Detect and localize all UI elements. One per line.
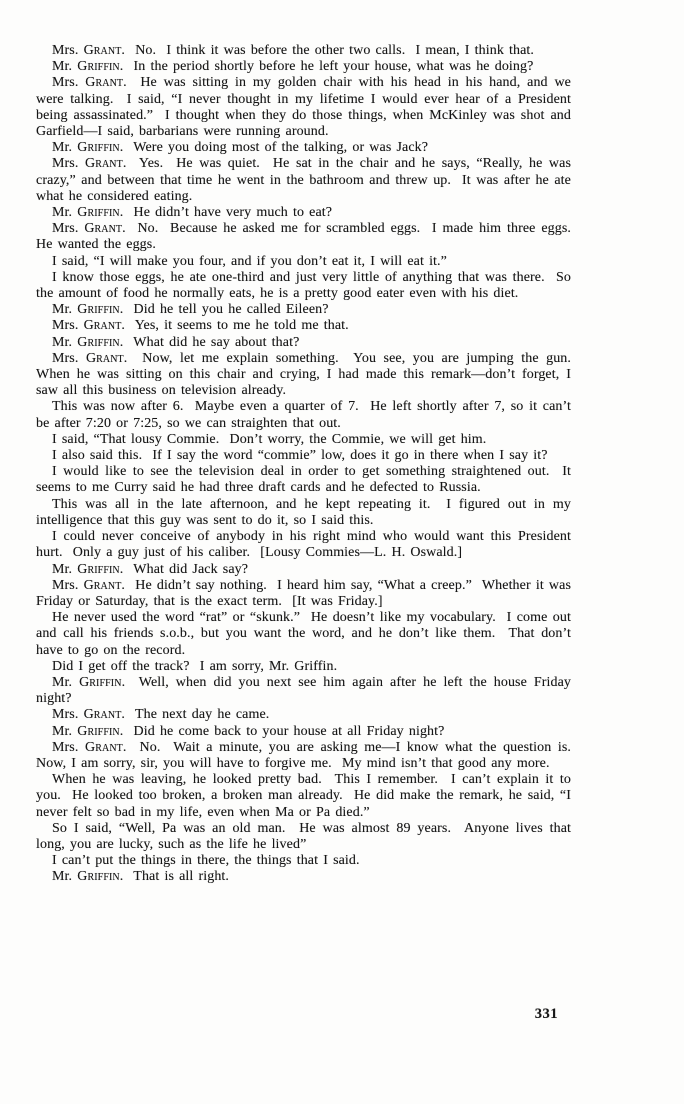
speaker-title: Mr. bbox=[52, 302, 73, 318]
speaker-title: Mrs. bbox=[52, 43, 79, 58]
speaker-name: Grant. bbox=[83, 318, 126, 334]
speaker-name: Grant. bbox=[83, 707, 126, 723]
transcript-paragraph bbox=[36, 350, 582, 400]
speaker-label bbox=[52, 707, 125, 722]
paragraph-text: So I said, “Well, Pa was an old man. He was almost 89 years. Anyone lives that long, you are lucky, such as the life he lived” bbox=[36, 820, 577, 852]
transcript-paragraph bbox=[36, 205, 571, 221]
transcript-paragraph bbox=[36, 853, 571, 869]
transcript-paragraph bbox=[36, 529, 577, 561]
speaker-title: Mr. bbox=[52, 59, 73, 75]
speaker-name: Grant. bbox=[85, 739, 127, 755]
transcript-paragraph bbox=[36, 659, 571, 675]
paragraph-text: He was sitting in my golden chair with his head in his hand, and we were talking. I said, “I never thought in my lifetime I would ever hear of a President being assassinated.” I thought when they do those things, when McKinley was shot and Garfield—I said, barbarians were running around. bbox=[36, 75, 577, 140]
speaker-title: Mrs. bbox=[52, 75, 79, 91]
transcript-paragraph bbox=[36, 772, 577, 821]
transcript-paragraph bbox=[36, 724, 571, 740]
speaker-label bbox=[52, 156, 126, 171]
transcript-paragraph bbox=[36, 269, 577, 302]
speaker-title: Mrs. bbox=[52, 350, 79, 366]
speaker-label bbox=[52, 351, 127, 366]
speaker-label bbox=[52, 205, 123, 220]
transcript-paragraph bbox=[36, 739, 582, 772]
paragraph-text: This was all in the late afternoon, and he kept repeating it. I figured out in my intelligence that this guy was sent to do it, so I said this. bbox=[36, 496, 577, 528]
paragraph-text: This was now after 6. Maybe even a quarter of 7. He left shortly after 7, so it can’t be after 7:20 or 7:25, so we can straighten that out. bbox=[36, 399, 577, 431]
speaker-title: Mrs. bbox=[52, 707, 79, 723]
speaker-name: Griffin. bbox=[77, 140, 124, 156]
transcript-paragraph bbox=[36, 59, 571, 75]
paragraph-text: What did Jack say? bbox=[133, 561, 249, 577]
speaker-title: Mr. bbox=[52, 334, 73, 350]
transcript-paragraph bbox=[36, 140, 571, 156]
transcript-paragraph bbox=[36, 577, 577, 610]
speaker-name: Griffin. bbox=[77, 869, 124, 885]
speaker-label bbox=[52, 140, 123, 155]
transcript-paragraph bbox=[36, 156, 577, 205]
speaker-title: Mr. bbox=[52, 205, 73, 221]
speaker-name: Grant. bbox=[84, 221, 126, 237]
paragraph-text: I would like to see the television deal in order to get something straightened out. It seems to me Curry said he had three draft cards and he defected to Russia. bbox=[36, 464, 577, 496]
transcript-paragraph bbox=[36, 707, 571, 723]
transcript-paragraph bbox=[36, 221, 582, 253]
speaker-title: Mrs. bbox=[52, 156, 79, 172]
paragraph-text: I can’t put the things in there, the things that I said. bbox=[52, 853, 360, 869]
transcript-paragraph bbox=[36, 335, 571, 351]
paragraph-text: Did I get off the track? I am sorry, Mr. Griffin. bbox=[52, 658, 338, 674]
paragraph-text: He never used the word “rat” or “skunk.” He doesn’t like my vocabulary. I come out and call his friends s.o.b., but you want the word, and he don’t like them. That don’t have to go on the record. bbox=[36, 610, 577, 658]
paragraph-text: I also said this. If I say the word “commie” low, does it go in there when I say it? bbox=[52, 448, 548, 464]
speaker-name: Griffin. bbox=[77, 205, 124, 221]
transcript-paragraph bbox=[36, 562, 571, 578]
speaker-title: Mr. bbox=[52, 723, 73, 739]
speaker-name: Griffin. bbox=[77, 59, 124, 75]
paragraph-text: Yes, it seems to me he told me that. bbox=[134, 318, 349, 334]
paragraph-text: Well, when did you next see him again after he left the house Friday night? bbox=[36, 674, 577, 707]
paragraph-text: I could never conceive of anybody in his right mind who would want this President hurt. Only a guy just of his caliber. [Lousy Commies—L. H. Oswald.] bbox=[36, 529, 577, 561]
paragraph-text: In the period shortly before he left your house, what was he doing? bbox=[133, 59, 534, 75]
speaker-title: Mrs. bbox=[52, 318, 79, 334]
transcript-paragraph bbox=[36, 43, 571, 59]
transcript-paragraph bbox=[36, 448, 571, 464]
paragraph-text: When he was leaving, he looked pretty bad. This I remember. I can’t explain it to you. He looked too broken, a broken man already. He did make the remark, he said, “I never felt so bad in my life, even when Ma or Pa died.” bbox=[36, 772, 577, 820]
speaker-label bbox=[52, 302, 123, 317]
paragraph-text: What did he say about that? bbox=[133, 334, 300, 350]
speaker-name: Griffin. bbox=[77, 723, 124, 739]
paragraph-text: I know those eggs, he ate one-third and just very little of anything that was there. So the amount of food he normally eats, he is a pretty good eater even with his diet. bbox=[36, 269, 577, 302]
paragraph-text: He didn’t have very much to eat? bbox=[133, 205, 333, 221]
speaker-label bbox=[52, 724, 123, 739]
paragraph-text: He didn’t say nothing. I heard him say, “What a creep.” Whether it was Friday or Saturday, that is the exact term. [It was Friday.] bbox=[36, 577, 577, 609]
speaker-label bbox=[52, 43, 125, 58]
speaker-name: Griffin. bbox=[79, 674, 126, 690]
paragraph-text: The next day he came. bbox=[134, 707, 270, 723]
speaker-label bbox=[52, 221, 126, 236]
transcript-paragraph bbox=[36, 75, 577, 140]
paragraph-text: No. I think it was before the other two calls. I mean, I think that. bbox=[135, 43, 535, 58]
speaker-label bbox=[52, 318, 125, 333]
speaker-label bbox=[52, 740, 126, 755]
speaker-title: Mr. bbox=[52, 674, 73, 690]
speaker-label bbox=[52, 869, 123, 884]
speaker-title: Mrs. bbox=[52, 221, 79, 237]
paragraph-text: Did he tell you he called Eileen? bbox=[133, 302, 329, 318]
paragraph-text: Yes. He was quiet. He sat in the chair and he says, “Really, he was crazy,” and between that time he went in the bathroom and threw up. It was after he ate what he considered eating. bbox=[36, 156, 577, 204]
paragraph-text: No. Wait a minute, you are asking me—I know what the question is. Now, I am sorry, sir, you will have to forgive me. My mind isn’t that good any more. bbox=[36, 739, 582, 771]
speaker-name: Grant. bbox=[83, 43, 126, 58]
transcript-paragraph bbox=[36, 464, 577, 496]
transcript-paragraph bbox=[36, 496, 577, 529]
transcript-paragraph bbox=[36, 318, 571, 334]
speaker-name: Griffin. bbox=[77, 302, 124, 318]
paragraph-text: Now, let me explain something. You see, you are jumping the gun. When he was sitting on this chair and crying, I had made this remark—don’t forget, I saw all this business on television already. bbox=[36, 350, 582, 399]
speaker-label bbox=[52, 675, 125, 690]
paragraph-text: That is all right. bbox=[133, 869, 230, 885]
speaker-title: Mr. bbox=[52, 561, 73, 577]
transcript-paragraph bbox=[36, 674, 577, 707]
paragraph-text: I said, “I will make you four, and if you don’t eat it, I will eat it.” bbox=[52, 253, 447, 269]
speaker-name: Griffin. bbox=[77, 561, 124, 577]
speaker-label bbox=[52, 59, 123, 74]
transcript-paragraph bbox=[36, 820, 577, 853]
speaker-name: Grant. bbox=[83, 577, 126, 593]
paragraph-text: I said, “That lousy Commie. Don’t worry, the Commie, we will get him. bbox=[52, 431, 487, 447]
speaker-name: Grant. bbox=[85, 350, 128, 366]
transcript-paragraph bbox=[36, 869, 571, 885]
speaker-label bbox=[52, 335, 123, 350]
transcript-paragraph bbox=[36, 399, 577, 431]
page-number: 331 bbox=[534, 1006, 558, 1022]
paragraph-text: Did he come back to your house at all Friday night? bbox=[133, 723, 445, 739]
speaker-title: Mr. bbox=[52, 869, 73, 885]
transcript-paragraph bbox=[36, 610, 577, 659]
speaker-label bbox=[52, 75, 127, 90]
speaker-title: Mrs. bbox=[52, 577, 79, 593]
transcript-paragraph bbox=[36, 432, 571, 448]
transcript-paragraph bbox=[36, 254, 571, 270]
speaker-name: Griffin. bbox=[77, 334, 124, 350]
speaker-label bbox=[52, 562, 123, 577]
paragraph-text: Were you doing most of the talking, or was Jack? bbox=[133, 140, 429, 156]
speaker-title: Mr. bbox=[52, 140, 73, 156]
transcript-body bbox=[36, 43, 582, 886]
speaker-label bbox=[52, 578, 125, 593]
transcript-paragraph bbox=[36, 302, 571, 318]
speaker-name: Grant. bbox=[85, 75, 127, 91]
speaker-name: Grant. bbox=[84, 156, 127, 172]
speaker-title: Mrs. bbox=[52, 739, 79, 755]
paragraph-text: No. Because he asked me for scrambled eggs. I made him three eggs. He wanted the eggs. bbox=[36, 221, 582, 253]
